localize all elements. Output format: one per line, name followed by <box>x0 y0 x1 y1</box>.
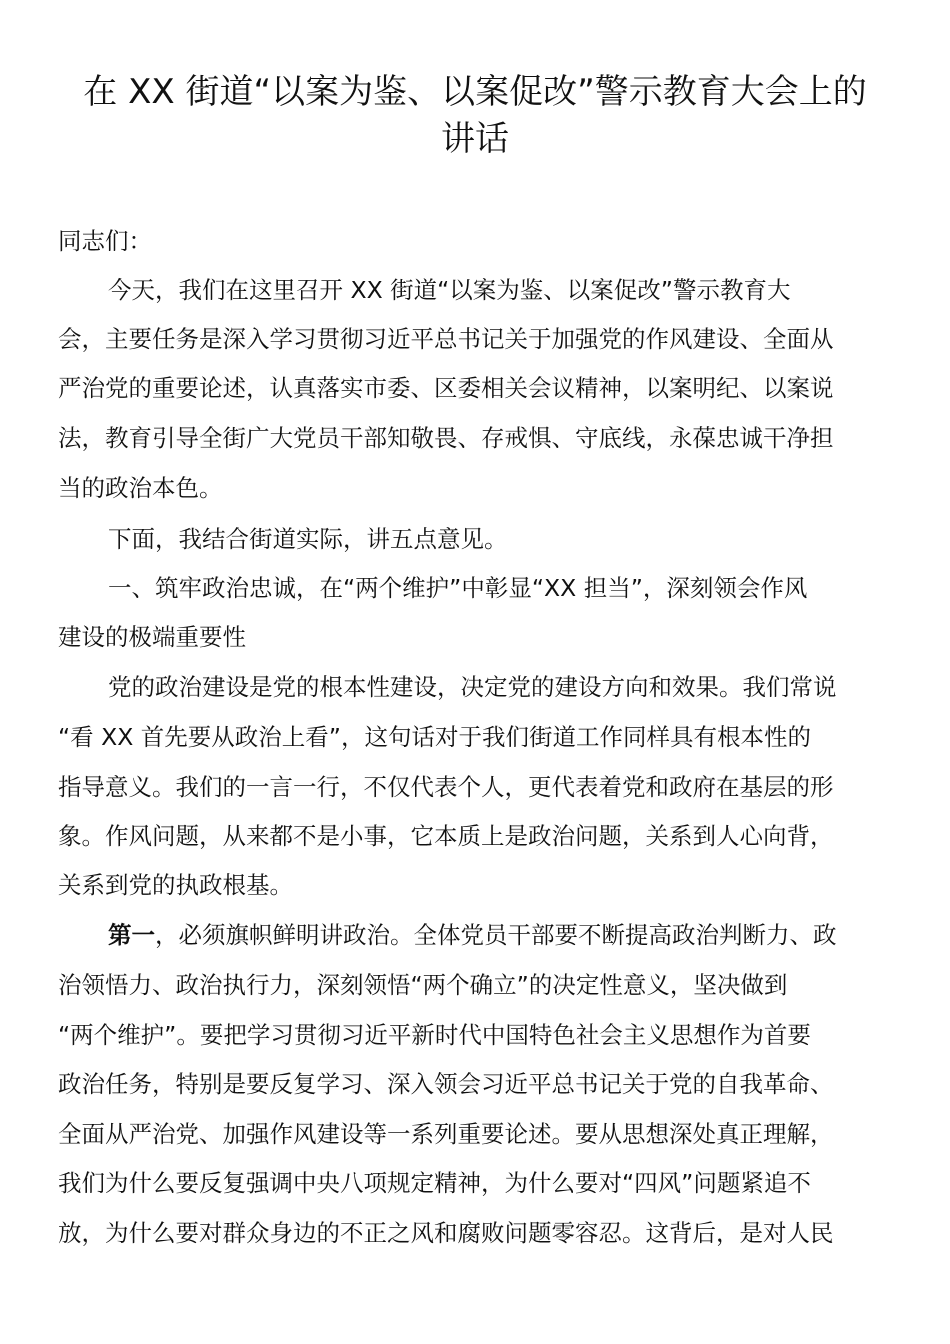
paragraph-line: 象。作风问题，从来都不是小事，它本质上是政治问题，关系到人心向背， <box>58 822 834 850</box>
paragraph-line: 会，主要任务是深入学习贯彻习近平总书记关于加强党的作风建设、全面从 <box>58 325 834 353</box>
paragraph-line: 治领悟力、政治执行力，深刻领悟“两个确立”的决定性意义，坚决做到 <box>58 971 788 999</box>
paragraph-line: 政治任务，特别是要反复学习、深入领会习近平总书记关于党的自我革命、 <box>58 1070 834 1098</box>
salutation: 同志们： <box>58 227 152 255</box>
paragraph-text: ，必须旗帜鲜明讲政治。全体党员干部要不断提高政治判断力、政 <box>155 921 837 949</box>
paragraph-line: 下面，我结合街道实际，讲五点意见。 <box>108 525 508 553</box>
title-line-1: 在 XX 街道“以案为鉴、以案促改”警示教育大会上的 <box>83 72 867 112</box>
section-heading-line: 建设的极端重要性 <box>58 623 246 651</box>
paragraph-line: 严治党的重要论述，认真落实市委、区委相关会议精神，以案明纪、以案说 <box>58 374 834 402</box>
paragraph-line: “两个维护”。要把学习贯彻习近平新时代中国特色社会主义思想作为首要 <box>58 1021 811 1049</box>
bold-lead: 第一 <box>108 921 155 949</box>
paragraph-line <box>108 920 837 950</box>
paragraph-line: 全面从严治党、加强作风建设等一系列重要论述。要从思想深处真正理解， <box>58 1120 834 1148</box>
paragraph-line: 放，为什么要对群众身边的不正之风和腐败问题零容忍。这背后，是对人民 <box>58 1219 834 1247</box>
paragraph-line: 我们为什么要反复强调中央八项规定精神，为什么要对“四风”问题紧追不 <box>58 1169 811 1197</box>
paragraph-line: 党的政治建设是党的根本性建设，决定党的建设方向和效果。我们常说 <box>108 673 837 701</box>
paragraph-line: 法，教育引导全街广大党员干部知敬畏、存戒惧、守底线，永葆忠诚干净担 <box>58 424 834 452</box>
section-heading-line: 一、筑牢政治忠诚，在“两个维护”中彰显“XX 担当”，深刻领会作风 <box>108 574 808 602</box>
paragraph-line: 指导意义。我们的一言一行，不仅代表个人，更代表着党和政府在基层的形 <box>58 773 834 801</box>
paragraph-line: 今天，我们在这里召开 XX 街道“以案为鉴、以案促改”警示教育大 <box>108 276 791 304</box>
paragraph-line: “看 XX 首先要从政治上看”，这句话对于我们街道工作同样具有根本性的 <box>58 723 811 751</box>
paragraph-line: 关系到党的执政根基。 <box>58 871 293 899</box>
title-line-2: 讲话 <box>441 119 509 159</box>
paragraph-line: 当的政治本色。 <box>58 474 223 502</box>
